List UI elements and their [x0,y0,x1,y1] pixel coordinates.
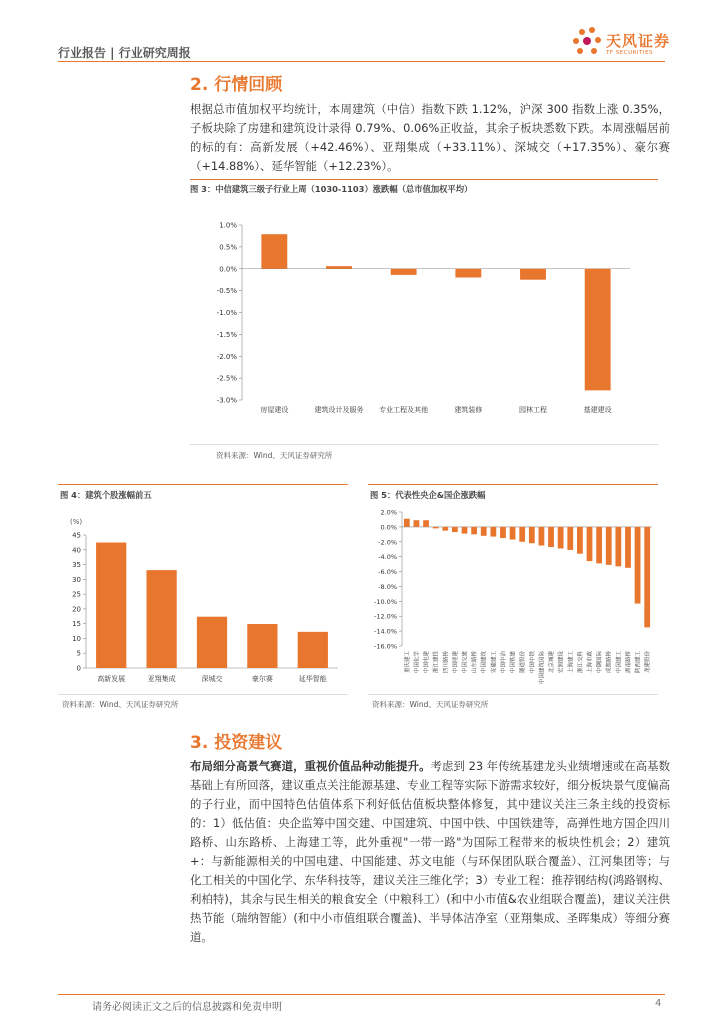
bar [529,527,535,543]
bar [146,570,176,668]
x-category-label: 浙江建投 [433,651,440,674]
bar [261,234,287,269]
bar [587,527,593,561]
report-breadcrumb: 行业报告 | 行业研究周报 [58,46,191,60]
bar [585,269,611,391]
y-tick-label: -6.0% [378,568,397,577]
y-tick-label: -14.0% [374,627,397,636]
investment-body: 考虑到 23 年传统基建龙头业绩增速或在高基数基础上有所回落，建议重点关注能源基建、专业工程等实际下游需求较好，细分板块景气度偏高的子行业，而中国特色估值体系下利好低估值板块整体修复，其中建议关注三条主线的投资标的：1）低估值：央企监筹中国交建、中国建筑、中国中铁、中国铁建等，高弹性地方国企四川路桥、山东路桥、上海建工等，此外重视"一带一路"为国际工程带来的板块性机会；2）建筑+：与新能源相关的中国电建、中国能建、苏文电能（与环保团队联合覆盖）、江河集团等；与化工相关的中国化学、东华科技等，建议关注三维化学；3）专业工程：推荐钢结构(鸿路钢构、利柏特)，其余与民生相关的粮食安全（中粮科工）(和中小市值&农业组联合覆盖)，建议关注供热节能（瑞纳智能）(和中小市值组联合覆盖)、半导体洁净室（亚翔集成、圣晖集成）等细分赛道。 [190,759,670,944]
y-tick-label: 25 [72,590,81,599]
x-category-label: 山东路桥 [472,651,479,674]
fig5-bottom-rule [368,694,658,695]
fig3-bottom-rule [190,444,658,445]
bar [558,527,564,549]
investment-paragraph [190,757,670,947]
fig5-chart [368,505,658,691]
bar [596,527,602,563]
x-category-label: 中国铁建 [510,651,517,674]
x-category-label: 豪尔赛 [251,675,273,683]
y-tick-label: 15 [72,620,81,629]
fig4-source: 资料来源：Wind、天风证券研究所 [62,700,179,709]
y-tick-label: -3.0% [216,396,237,405]
fig4-unit: (%) [70,518,83,526]
bar [197,617,227,668]
x-category-label: 中国化学 [414,651,421,674]
bar [500,527,506,538]
y-tick-label: -2.5% [216,374,237,383]
footer-divider [58,994,665,995]
x-category-label: 上海建工 [568,651,575,674]
bar [625,527,631,568]
x-category-label: 宏润建设 [558,651,565,674]
bar [510,527,516,540]
y-tick-label: 1.0% [219,221,237,230]
y-tick-label: 0 [76,664,81,673]
y-tick-label: 45 [72,531,81,540]
investment-lead: 布局细分高景气赛道，重视价值品种动能提升。 [190,759,431,773]
x-category-label: 浙江交科 [577,651,584,674]
logo-text: 天风证券 [606,32,671,50]
x-category-label: 亚翔集成 [147,675,176,683]
bar [298,632,328,668]
logo-subtext: TF SECURITIES [606,50,653,56]
fig5-top-rule [368,484,658,485]
y-tick-label: 0.0% [380,523,397,532]
bar [247,624,277,668]
fig3-top-rule [190,179,658,180]
x-category-label: 专业工程及其他 [379,406,429,414]
y-tick-label: 35 [72,561,81,570]
header-divider [58,61,665,62]
y-tick-label: 5 [76,649,81,658]
bar [644,527,650,628]
x-category-label: 中国建筑国际 [539,651,546,685]
x-category-label: 高新发展 [97,675,126,683]
footer-disclaimer: 请务必阅读正文之后的信息披露和免责申明 [92,1002,282,1013]
bar [606,527,612,565]
y-tick-label: -8.0% [378,582,397,591]
x-category-label: 中国能建 [452,651,459,674]
x-category-label: 安徽建工 [491,651,498,674]
fig3-chart [190,200,658,440]
y-tick-label: 20 [72,605,81,614]
y-tick-label: 10 [72,634,81,643]
bar [490,527,496,537]
x-category-label: 陕西建工 [635,651,642,674]
market-review-paragraph: 根据总市值加权平均统计，本周建筑（中信）指数下跌 1.12%，沪深 300 指数上涨 0.35%，子板块除了房建和建筑设计录得 0.79%、0.06%正收益，其余子板块悉数下跌。本周涨幅居前的标的有：高新发展（+42.46%）、亚翔集成（+33.11%）、深城交（+17.35%）、豪尔赛（+14.88%）、延华智能（+12.23%）。 [190,102,670,173]
x-category-label: 成都路桥 [606,651,613,674]
x-category-label: 延华智能 [298,675,327,683]
bar [326,266,352,269]
fig4-title: 图 4：建筑个股涨幅前五 [60,490,152,500]
bar [520,269,546,280]
y-tick-label: -10.0% [374,597,397,606]
x-category-label: 中国电建 [424,651,431,674]
fig4-bottom-rule [58,694,348,695]
bar [471,527,477,534]
x-category-label: 北京城建 [549,651,556,674]
fig3-title: 图 3：中信建筑三级子行业上周（1030-1103）涨跌幅（总市值加权平均） [190,184,473,194]
bar [433,527,439,528]
x-category-label: 龙建股份 [645,651,652,674]
bar [391,269,417,275]
bar [539,527,545,546]
bar [455,269,481,278]
fig5-source: 资料来源：Wind、天风证券研究所 [372,700,489,709]
x-category-label: 重庆建工 [404,651,411,674]
y-tick-label: 0.5% [219,243,237,252]
section-title-investment: 3. 投资建议 [190,733,283,753]
y-tick-label: 40 [72,546,81,555]
bar [615,527,621,566]
fig4-top-rule [58,484,348,485]
x-category-label: 中国建工 [616,651,623,674]
bar [519,527,525,542]
page-number: 4 [655,998,662,1009]
x-category-label: 中国中铁 [529,651,536,674]
y-tick-label: -2.0% [378,538,397,547]
x-category-label: 基建建设 [583,406,612,414]
fig3-source: 资料来源：Wind、天风证券研究所 [216,451,333,460]
bar [548,527,554,547]
bar [577,527,583,554]
y-tick-label: 30 [72,575,81,584]
bar [567,527,573,550]
x-category-label: 中国中冶 [500,651,507,674]
bar [442,527,448,531]
y-tick-label: -1.5% [216,330,237,339]
y-tick-label: -1.0% [216,309,237,317]
y-tick-label: 2.0% [380,508,397,517]
x-category-label: 园林工程 [519,406,547,414]
y-tick-label: -4.0% [378,553,397,562]
bar [462,527,468,534]
x-category-label: 中钢国际 [597,651,604,674]
fig4-chart [58,525,348,690]
x-category-label: 隧道股份 [520,651,527,674]
section-title-market-review: 2. 行情回顾 [190,75,283,95]
x-category-label: 建筑装修 [454,406,483,414]
y-tick-label: -2.0% [216,352,237,361]
y-tick-label: -12.0% [374,612,397,621]
x-category-label: 上海市政 [587,651,594,674]
y-tick-label: -0.5% [216,287,237,296]
x-category-label: 建筑设计及服务 [314,406,364,414]
x-category-label: 房屋建设 [260,406,289,414]
bar [452,527,458,532]
bar [481,527,487,536]
bar [423,520,429,527]
bar [96,543,126,668]
x-category-label: 四川路桥 [443,651,450,674]
x-category-label: 中国建筑 [481,651,488,674]
y-tick-label: 0.0% [219,265,237,274]
x-category-label: 深城交 [201,675,223,683]
bar [414,520,420,527]
y-tick-label: -16.0% [374,642,397,651]
bar [404,519,410,527]
bar [635,527,641,604]
x-category-label: 湖南路桥 [625,651,632,674]
fig5-title: 图 5：代表性央企&国企涨跌幅 [370,490,486,500]
x-category-label: 中国交建 [462,651,469,674]
